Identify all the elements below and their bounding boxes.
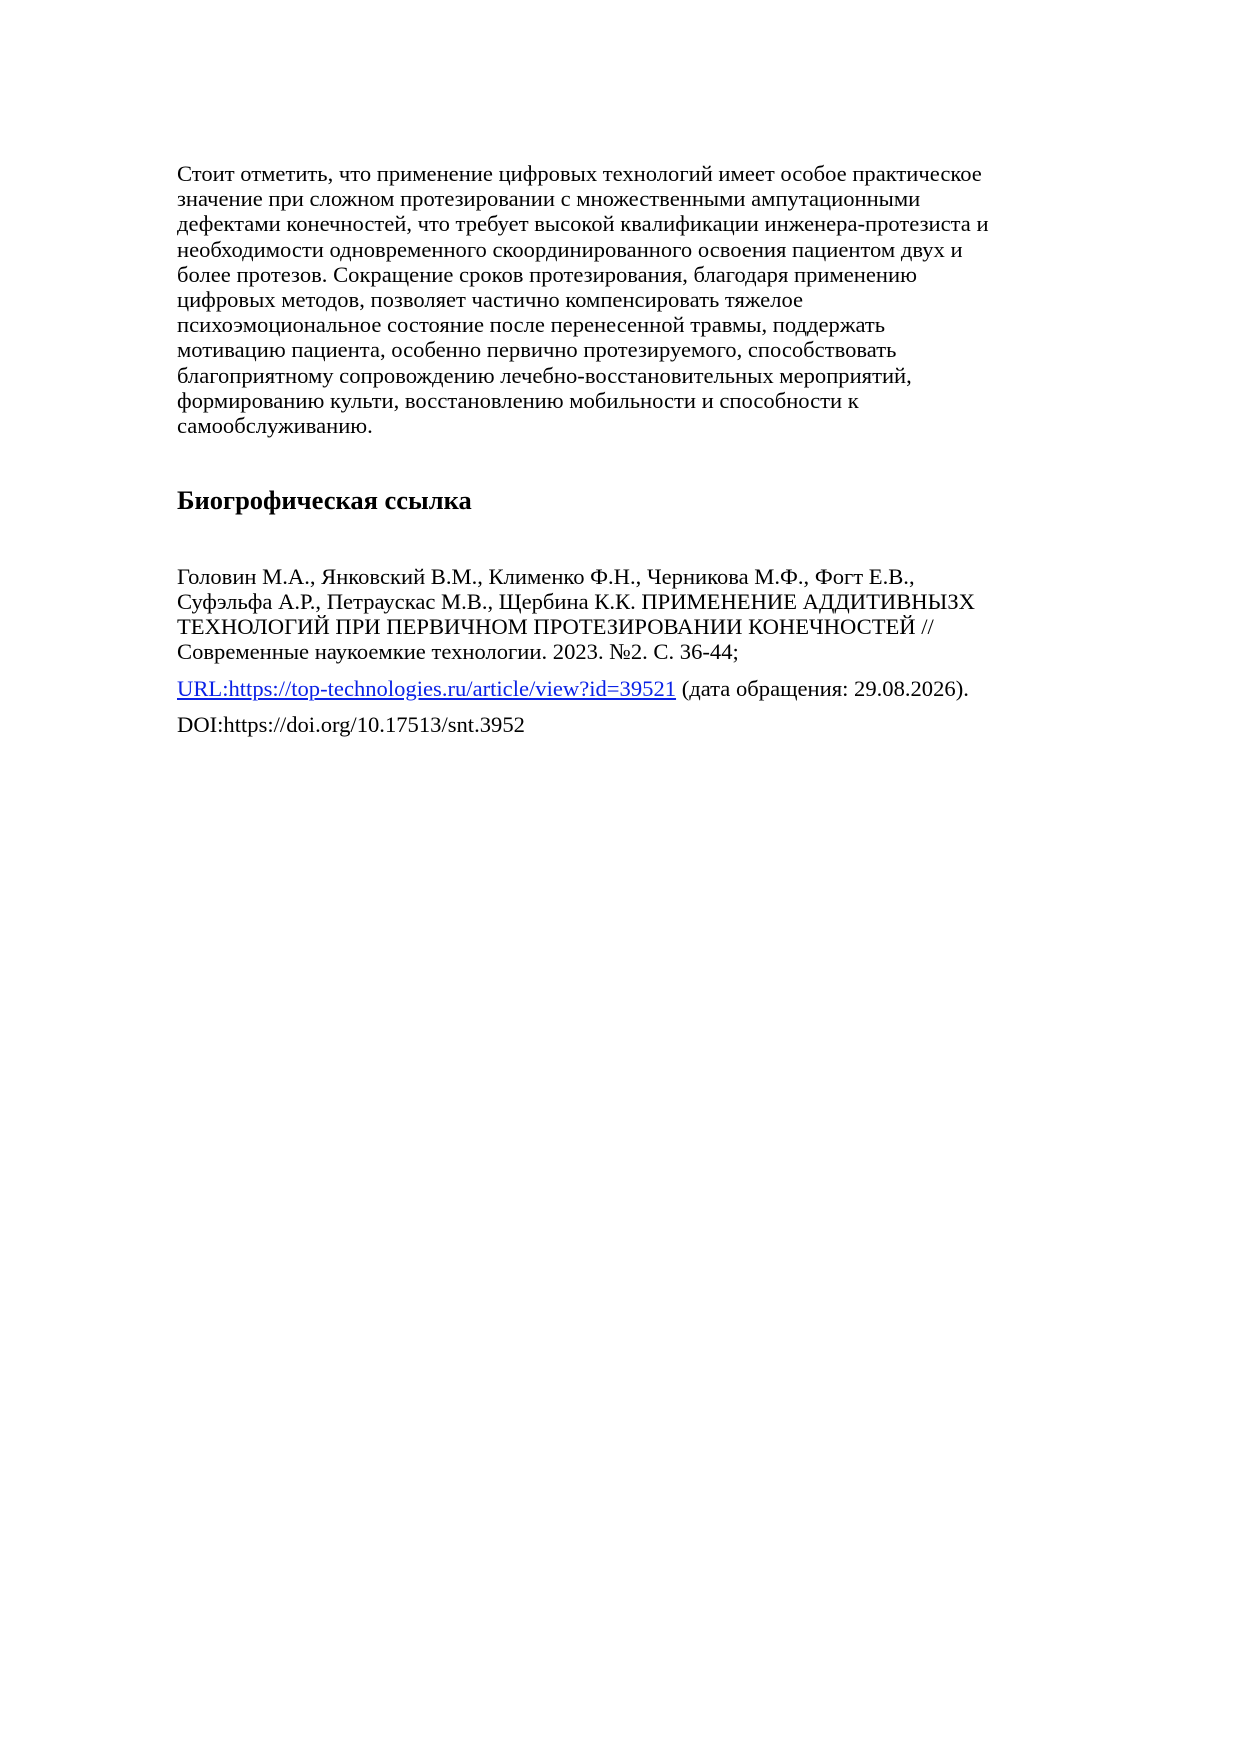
body-paragraph — [177, 161, 1092, 438]
body-line: более протезов. Сокращение сроков протезирования, благодаря применению — [177, 261, 917, 287]
body-line: самообслуживанию. — [177, 413, 373, 439]
article-url-link[interactable]: URL:https://top-technologies.ru/article/view?id=39521 — [177, 676, 677, 701]
doi-text: DOI:https://doi.org/10.17513/snt.3952 — [177, 712, 525, 737]
body-line: Стоит отметить, что применение цифровых технологий имеет особое практическое — [177, 161, 982, 186]
body-line: дефектами конечностей, что требует высокой квалификации инженера-протезиста и — [177, 211, 989, 237]
access-date-note: (дата обращения: 29.08.2026). — [676, 676, 969, 701]
section-heading: Биогрофическая ссылка — [177, 485, 472, 515]
body-line: благоприятному сопровождению лечебно-восстановительных мероприятий, — [177, 362, 912, 388]
citation-line: Суфэльфа А.Р., Петраускас М.В., Щербина К.К. ПРИМЕНЕНИЕ АДДИТИВНЫЗХ — [177, 589, 975, 614]
body-line: формированию культи, восстановлению мобильности и способности к — [177, 387, 859, 413]
body-line: цифровых методов, позволяет частично компенсировать тяжелое — [177, 287, 804, 313]
citation-line: ТЕХНОЛОГИЙ ПРИ ПЕРВИЧНОМ ПРОТЕЗИРОВАНИИ КОНЕЧНОСТЕЙ // — [177, 614, 934, 639]
citation-text — [177, 564, 1092, 664]
citation-url-line — [177, 676, 969, 702]
body-line: необходимости одновременного скоординированного освоения пациентом двух и — [177, 236, 963, 262]
body-line: мотивацию пациента, особенно первично протезируемого, способствовать — [177, 337, 897, 363]
body-line: значение при сложном протезировании с множественными ампутационными — [177, 186, 921, 212]
citation-line: Головин М.А., Янковский В.М., Клименко Ф.Н., Черникова М.Ф., Фогт Е.В., — [177, 564, 915, 589]
body-line: психоэмоциональное состояние после перенесенной травмы, поддержать — [177, 312, 886, 338]
citation-line: Современные наукоемкие технологии. 2023. №2. С. 36-44; — [177, 639, 739, 664]
